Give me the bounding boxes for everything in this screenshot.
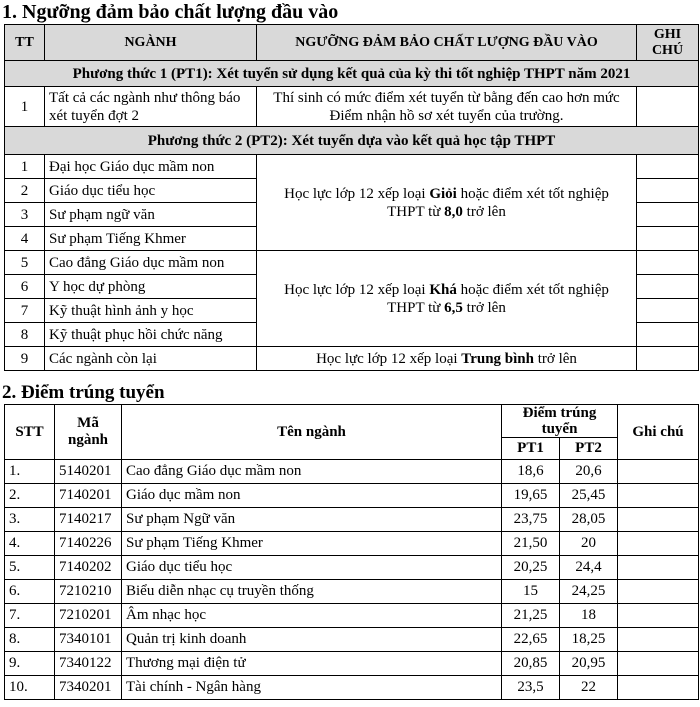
cell-ten: Cao đẳng Giáo dục mầm non [122, 460, 502, 484]
cell-pt2: 20 [560, 532, 618, 556]
group2-req-bold: Khá [429, 281, 457, 298]
cell-stt: 8. [5, 628, 55, 652]
header-ghichu-line2: CHÚ [651, 42, 684, 58]
cell-ten: Biểu diễn nhạc cụ truyền thống [122, 580, 502, 604]
row-nganh: Đại học Giáo dục mầm non [45, 155, 257, 179]
cell-ghichu [618, 580, 699, 604]
header-ma-nganh [55, 405, 122, 460]
cell-ghichu [618, 556, 699, 580]
row-tt: 8 [5, 323, 45, 347]
pt1-nganh-line2: xét tuyển đợt 2 [49, 107, 139, 124]
cell-stt: 3. [5, 508, 55, 532]
group2-req-b: hoặc điểm xét tốt nghiệp [456, 281, 609, 298]
row-tt: 4 [5, 227, 45, 251]
cell-stt: 4. [5, 532, 55, 556]
row-ghichu [637, 275, 699, 299]
header-nguong: NGƯỠNG ĐẢM BẢO CHẤT LƯỢNG ĐẦU VÀO [257, 25, 637, 61]
cell-pt1: 18,6 [502, 460, 560, 484]
table-row [5, 628, 699, 652]
row-tt: 6 [5, 275, 45, 299]
cell-ten: Thương mại điện tử [122, 652, 502, 676]
row-tt: 1 [5, 155, 45, 179]
cell-ghichu [618, 628, 699, 652]
cell-pt2: 24,4 [560, 556, 618, 580]
group3-req-a: Học lực lớp 12 xếp loại [316, 350, 462, 367]
group1-req-a: Học lực lớp 12 xếp loại [284, 185, 430, 202]
header-pt1: PT1 [502, 438, 560, 460]
cell-stt: 1. [5, 460, 55, 484]
group2-req-c: THPT từ [387, 299, 445, 316]
cell-pt1: 20,25 [502, 556, 560, 580]
score-rows [5, 460, 699, 700]
group1-requirement [257, 155, 637, 251]
cell-ma: 7140202 [55, 556, 122, 580]
row-ghichu [637, 179, 699, 203]
pt1-nganh [45, 87, 257, 127]
row-nganh: Cao đẳng Giáo dục mầm non [45, 251, 257, 275]
pt2-group2-row [5, 251, 699, 275]
cell-ghichu [618, 676, 699, 700]
table-row [5, 532, 699, 556]
pt1-nganh-line1: Tất cả các ngành như thông báo [49, 89, 241, 106]
cell-pt1: 22,65 [502, 628, 560, 652]
quality-threshold-table [4, 24, 699, 371]
cell-ghichu [618, 532, 699, 556]
cell-pt1: 21,50 [502, 532, 560, 556]
table-row [5, 484, 699, 508]
row-ghichu [637, 299, 699, 323]
header-nganh: NGÀNH [45, 25, 257, 61]
cell-ten: Sư phạm Ngữ văn [122, 508, 502, 532]
cell-stt: 2. [5, 484, 55, 508]
section1-title: 1. Ngưỡng đảm bảo chất lượng đầu vào [2, 1, 339, 23]
cell-ghichu [618, 484, 699, 508]
admission-score-table [4, 404, 699, 700]
cell-pt1: 19,65 [502, 484, 560, 508]
pt2-group1-row [5, 155, 699, 179]
row-nganh: Sư phạm ngữ văn [45, 203, 257, 227]
header-ghichu-line1: GHI [653, 26, 682, 42]
row-ghichu [637, 347, 699, 371]
pt1-nguong-line1: Thí sinh có mức điểm xét tuyển từ bằng đến cao hơn mức [273, 89, 620, 106]
header-ghichu [637, 25, 699, 61]
cell-ten: Tài chính - Ngân hàng [122, 676, 502, 700]
cell-pt2: 18,25 [560, 628, 618, 652]
pt2-group3-row [5, 347, 699, 371]
header-ma-line1: Mã [77, 415, 99, 431]
group2-req-a: Học lực lớp 12 xếp loại [284, 281, 430, 298]
row-nganh: Sư phạm Tiếng Khmer [45, 227, 257, 251]
group1-req-bold: Giỏi [429, 185, 457, 202]
pt1-row [5, 61, 699, 87]
row-tt: 3 [5, 203, 45, 227]
row-nganh: Kỹ thuật phục hồi chức năng [45, 323, 257, 347]
row-nganh: Các ngành còn lại [45, 347, 257, 371]
row-ghichu [637, 227, 699, 251]
cell-ma: 7140217 [55, 508, 122, 532]
cell-pt2: 28,05 [560, 508, 618, 532]
cell-ten: Quản trị kinh doanh [122, 628, 502, 652]
cell-ghichu [618, 604, 699, 628]
group3-req-b: trở lên [533, 350, 577, 367]
cell-pt2: 24,25 [560, 580, 618, 604]
row-nganh: Y học dự phòng [45, 275, 257, 299]
pt1-label: Phương thức 1 (PT1): Xét tuyển sử dụng kết quả của kỳ thi tốt nghiệp THPT năm 2021 [5, 61, 699, 87]
pt1-nguong [257, 87, 637, 127]
group2-requirement [257, 251, 637, 347]
cell-pt1: 23,75 [502, 508, 560, 532]
cell-ten: Sư phạm Tiếng Khmer [122, 532, 502, 556]
group3-req-bold: Trung bình [461, 350, 534, 367]
cell-stt: 5. [5, 556, 55, 580]
cell-stt: 6. [5, 580, 55, 604]
section2-title: 2. Điểm trúng tuyển [2, 382, 165, 403]
cell-pt2: 20,6 [560, 460, 618, 484]
cell-stt: 7. [5, 604, 55, 628]
header-pt2: PT2 [560, 438, 618, 460]
header-diem-line2: tuyển [541, 421, 578, 437]
row-nganh: Kỹ thuật hình ảnh y học [45, 299, 257, 323]
row-ghichu [637, 323, 699, 347]
cell-pt2: 18 [560, 604, 618, 628]
pt1-data-row [5, 87, 699, 127]
header-diem [502, 405, 618, 438]
pt2-label: Phương thức 2 (PT2): Xét tuyển dựa vào kết quả học tập THPT [5, 127, 699, 155]
cell-ten: Âm nhạc học [122, 604, 502, 628]
group1-req-score: 8,0 [444, 203, 463, 220]
cell-pt2: 22 [560, 676, 618, 700]
header-stt: STT [5, 405, 55, 460]
table-row [5, 460, 699, 484]
header-ma-line2: ngành [67, 432, 109, 448]
group1-req-c: THPT từ [387, 203, 445, 220]
cell-pt1: 21,25 [502, 604, 560, 628]
group1-req-b: hoặc điểm xét tốt nghiệp [456, 185, 609, 202]
row-tt: 2 [5, 179, 45, 203]
table2-header-row [5, 405, 699, 438]
row-tt: 5 [5, 251, 45, 275]
cell-ghichu [618, 652, 699, 676]
pt2-row [5, 127, 699, 155]
row-ghichu [637, 155, 699, 179]
header-ghichu: Ghi chú [618, 405, 699, 460]
group3-requirement [257, 347, 637, 371]
cell-pt2: 25,45 [560, 484, 618, 508]
row-ghichu [637, 251, 699, 275]
header-diem-line1: Điểm trúng [522, 405, 597, 421]
cell-pt1: 15 [502, 580, 560, 604]
group1-req-d: trở lên [462, 203, 506, 220]
cell-ghichu [618, 460, 699, 484]
cell-ma: 7340101 [55, 628, 122, 652]
pt1-tt: 1 [5, 87, 45, 127]
pt1-ghichu [637, 87, 699, 127]
row-tt: 9 [5, 347, 45, 371]
cell-ma: 7340122 [55, 652, 122, 676]
cell-pt1: 23,5 [502, 676, 560, 700]
table-row [5, 508, 699, 532]
cell-pt1: 20,85 [502, 652, 560, 676]
cell-ma: 7210210 [55, 580, 122, 604]
cell-ma: 7210201 [55, 604, 122, 628]
cell-stt: 9. [5, 652, 55, 676]
header-tt: TT [5, 25, 45, 61]
pt1-nguong-line2: Điểm nhận hồ sơ xét tuyển của trường. [329, 107, 564, 124]
cell-pt2: 20,95 [560, 652, 618, 676]
cell-ma: 7340201 [55, 676, 122, 700]
table-row [5, 580, 699, 604]
cell-ma: 7140201 [55, 484, 122, 508]
table-row [5, 676, 699, 700]
group2-req-score: 6,5 [444, 299, 463, 316]
cell-stt: 10. [5, 676, 55, 700]
cell-ten: Giáo dục tiểu học [122, 556, 502, 580]
row-tt: 7 [5, 299, 45, 323]
table-row [5, 652, 699, 676]
group2-req-d: trở lên [462, 299, 506, 316]
cell-ghichu [618, 508, 699, 532]
cell-ten: Giáo dục mầm non [122, 484, 502, 508]
cell-ma: 5140201 [55, 460, 122, 484]
table-row [5, 556, 699, 580]
header-ten-nganh: Tên ngành [122, 405, 502, 460]
row-ghichu [637, 203, 699, 227]
table-row [5, 604, 699, 628]
cell-ma: 7140226 [55, 532, 122, 556]
row-nganh: Giáo dục tiểu học [45, 179, 257, 203]
table1-header-row [5, 25, 699, 61]
